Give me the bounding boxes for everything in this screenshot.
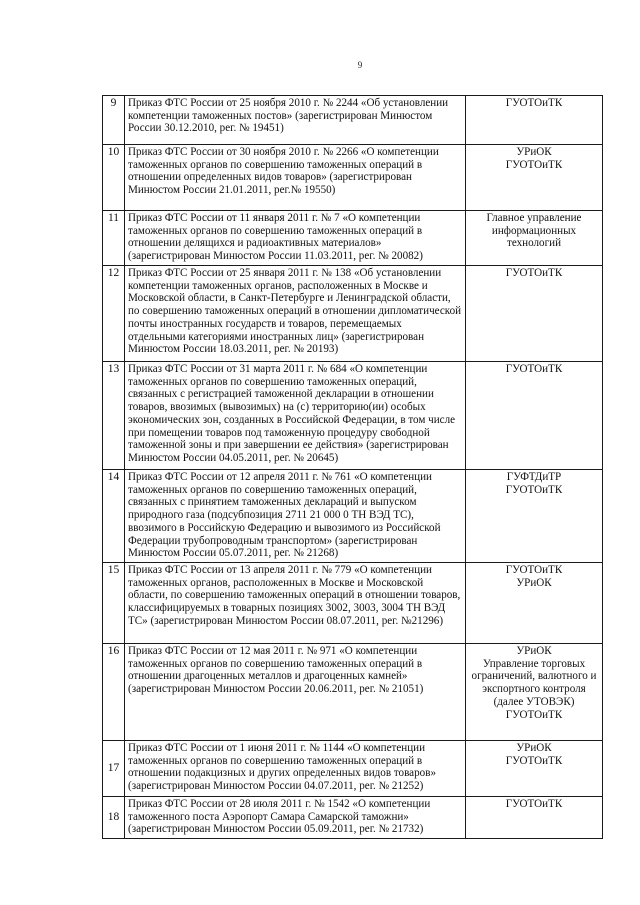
department-cell: [466, 741, 603, 797]
row-number: 9: [103, 96, 125, 145]
table-row: [103, 96, 603, 145]
department-cell: [466, 644, 603, 741]
department: УРиОК: [516, 146, 552, 158]
row-number: 11: [103, 211, 125, 266]
order-text: Приказ ФТС России от 11 января 2011 г. № 7 «О компетенции таможенных органов по совершению таможенных операций в отношении делящихся и радиоактивных материалов» (зарегистрирован Минюстом России 11.03.2011, рег. № 20082): [125, 211, 466, 266]
order-text: Приказ ФТС России от 13 апреля 2011 г. № 779 «О компетенции таможенных органов, расположенных в Москве и Московской области, по совершению таможенных операций в отношении товаров, классифицируемых в товарных позициях 3002, 3003, 3004 ТН ВЭД ТС» (зарегистрирован Минюстом России 08.07.2011, рег. №21296): [125, 563, 466, 644]
department: ГУОТОиТК: [505, 754, 563, 767]
row-number: 13: [103, 362, 125, 470]
department-cell: [466, 211, 603, 266]
department: ГУОТОиТК: [505, 97, 563, 109]
page-number: 9: [357, 60, 363, 70]
row-number: 10: [103, 145, 125, 211]
department: Управление торговых ограничений, валютного и экспортного контроля (далее УТОВЭК): [471, 657, 597, 708]
order-text: Приказ ФТС России от 25 ноября 2010 г. № 2244 «Об установлении компетенции таможенных постов» (зарегистрирован Минюстом России 30.12.2010, рег. № 19451): [125, 96, 466, 145]
order-text: Приказ ФТС России от 28 июля 2011 г. № 1542 «О компетенции таможенного поста Аэропорт Самара Самарской таможни» (зарегистрирован Минюстом России 05.09.2011, рег. № 21732): [125, 797, 466, 839]
department: УРиОК: [516, 742, 552, 754]
order-text: Приказ ФТС России от 25 января 2011 г. № 138 «Об установлении компетенции таможенных органов, расположенных в Москве и Московской области, в Санкт-Петербурге и Ленинградской области, по совершению таможенных операций в отношении дипломатической почты иностранных государств и товаров, перемещаемых отдельными категориями иностранных лиц» (зарегистрирован Минюстом России 18.03.2011, рег. № 20193): [125, 266, 466, 362]
department: ГУОТОиТК: [505, 267, 563, 279]
table-row: [103, 145, 603, 211]
department-cell: [466, 266, 603, 362]
department: УРиОК: [516, 576, 552, 589]
department: УРиОК: [516, 645, 552, 657]
department-cell: [466, 797, 603, 839]
department-cell: [466, 563, 603, 644]
orders-table: [102, 95, 603, 839]
table-row: [103, 470, 603, 563]
table-row: [103, 741, 603, 797]
order-text: Приказ ФТС России от 31 марта 2011 г. № 684 «О компетенции таможенных органов по совершению таможенных операций, связанных с регистрацией таможенной декларации в отношении товаров, ввозимых (вывозимых) на (с) территорию(ии) особых экономических зон, созданных в Российской Федерации, в том числе при помещении товаров под таможенную процедуру свободной таможенной зоны и при завершении ее действия» (зарегистрирован Минюстом России 04.05.2011, рег. № 20645): [125, 362, 466, 470]
department-cell: [466, 96, 603, 145]
department-cell: [466, 145, 603, 211]
table-row: [103, 266, 603, 362]
row-number: 15: [103, 563, 125, 644]
order-text: Приказ ФТС России от 30 ноября 2010 г. № 2266 «О компетенции таможенных органов по совершению таможенных операций в отношении определенных видов товаров» (зарегистрирован Минюстом России 21.01.2011, рег.№ 19550): [125, 145, 466, 211]
table-row: [103, 211, 603, 266]
department: ГУОТОиТК: [505, 564, 563, 576]
row-number: 18: [103, 797, 125, 839]
table-row: [103, 362, 603, 470]
row-number: 14: [103, 470, 125, 563]
order-text: Приказ ФТС России от 1 июня 2011 г. № 1144 «О компетенции таможенных органов по совершению таможенных операций в отношении подакцизных и других определенных видов товаров» (зарегистрирован Минюстом России 04.07.2011, рег. № 21252): [125, 741, 466, 797]
department: ГУОТОиТК: [505, 483, 563, 496]
table-row: [103, 797, 603, 839]
row-number: 17: [103, 741, 125, 797]
table-row: [103, 563, 603, 644]
order-text: Приказ ФТС России от 12 мая 2011 г. № 971 «О компетенции таможенных органов по совершению таможенных операций в отношении драгоценных металлов и драгоценных камней» (зарегистрирован Минюстом России 20.06.2011, рег. № 21051): [125, 644, 466, 741]
department: ГУОТОиТК: [505, 158, 563, 171]
department-cell: [466, 470, 603, 563]
table-row: [103, 644, 603, 741]
department: ГУОТОиТК: [505, 363, 563, 375]
row-number: 16: [103, 644, 125, 741]
department: ГУОТОиТК: [505, 798, 563, 810]
department: ГУОТОиТК: [505, 708, 563, 721]
row-number: 12: [103, 266, 125, 362]
department: Главное управление информационных технологий: [486, 212, 582, 250]
department-cell: [466, 362, 603, 470]
order-text: Приказ ФТС России от 12 апреля 2011 г. № 761 «О компетенции таможенных органов по совершению таможенных операций, связанных с принятием таможенных деклараций и выпуском природного газа (подсубпозиция 2711 21 000 0 ТН ВЭД ТС), ввозимого в Российскую Федерацию и вывозимого из Российской Федерации трубопроводным транспортом» (зарегистрирован Минюстом России 05.07.2011, рег. № 21268): [125, 470, 466, 563]
department: ГУФТДиТР: [506, 471, 562, 483]
